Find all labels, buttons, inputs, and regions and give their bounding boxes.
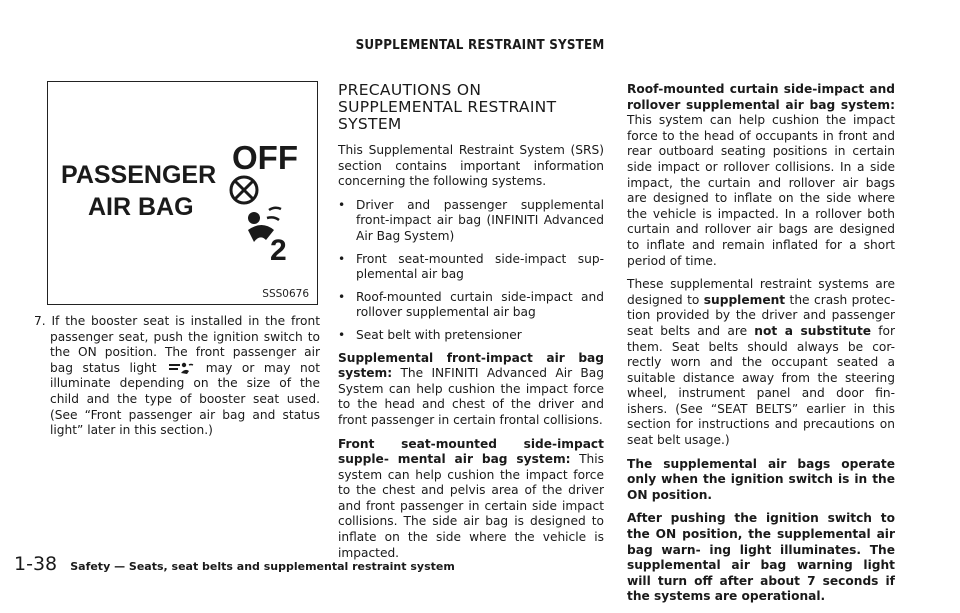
step-7 <box>34 314 320 439</box>
supplement-paragraph <box>627 277 895 449</box>
airbag-off-indicator-icon <box>231 177 281 242</box>
side-impact-paragraph <box>338 437 604 562</box>
systems-list <box>338 198 604 344</box>
passenger-airbag-off-figure <box>47 81 318 305</box>
column-middle <box>338 82 604 569</box>
intro-paragraph: This Supplemental Restraint System (SRS) section contains important information concerning the following systems. <box>338 143 604 189</box>
list-item: • Driver and passenger supplemental front-impact air bag (INFINITI Advanced Air Bag System) <box>338 198 604 245</box>
supplement-text-e: for them. Seat belts should always be cor- rectly worn and the occupant seated a suitable distance away from the steering wheel, instrument panel and door fin- ishers. (See “SEAT BELTS” earlier in this section for instructions and precautions on seat belt usage.) <box>627 323 896 448</box>
figure-code: SSS0676 <box>262 288 309 300</box>
figure-text-passenger: PASSENGER <box>61 161 217 189</box>
list-item: • Front seat-mounted side-impact sup- plemental air bag <box>338 252 604 283</box>
page-header: SUPPLEMENTAL RESTRAINT SYSTEM <box>355 38 605 53</box>
section-heading: PRECAUTIONS ON SUPPLEMENTAL RESTRAINT SYSTEM <box>338 81 557 133</box>
side-impact-label: Front seat-mounted side-impact supple- mental air bag system: <box>338 436 604 467</box>
list-item: • Seat belt with pretensioner <box>338 328 604 344</box>
column-left <box>34 314 320 447</box>
supplement-emphasis: supplement <box>703 292 786 307</box>
ignition-paragraph: The supplemental air bags operate only when the ignition switch is in the ON position. <box>627 456 895 502</box>
not-substitute-emphasis: not a substitute <box>754 323 872 338</box>
figure-icon-number: 2 <box>270 234 287 267</box>
chapter-title: Safety — Seats, seat belts and supplemental restraint system <box>70 560 455 573</box>
figure-text-off: OFF <box>232 139 298 176</box>
step-7-text-b: may or may not illuminate depending on the size of the child and the type of booster seat used. (See “Front passenger air bag and status light” later in this section.) <box>50 360 321 438</box>
front-impact-text: The INFINITI Advanced Air Bag System can help cushion the impact force to the head and chest of the driver and front passenger in certain frontal collisions. <box>338 366 604 427</box>
curtain-airbag-paragraph <box>627 82 895 269</box>
supplement-text-a: These supplemental restraint systems are designed to <box>627 277 895 307</box>
page-footer <box>14 553 455 575</box>
curtain-airbag-text: This system can help cushion the impact force to the head of occupants in front and rear outboard seating positions in certain side impact or rollover collisions. In a side impact, the curtain and rollover air bags are designed to inflate on the side where the vehicle is impacted. In a rollover both curtain and rollover air bags are designed to inflate and remain inflated for a short period of time. <box>627 113 895 268</box>
step-7-text-a: 7. If the booster seat is installed in the front passenger seat, push the ignition switch to the ON position. The front passenger air bag status light <box>34 314 320 375</box>
side-impact-text: This system can help cushion the impact force to the chest and pelvis area of the driver and front passenger in certain side impact collisions. The side air bag is designed to inflate on the side where the vehicle is impacted. <box>338 452 604 560</box>
list-item: • Roof-mounted curtain side-impact and rollover supplemental air bag <box>338 290 604 321</box>
warning-light-paragraph: After pushing the ignition switch to the ON position, the supplemental air bag warn- ing light illuminates. The supplemental air bag warning light will turn off after about 7 seconds if the systems are operational. <box>627 511 895 604</box>
figure-text-airbag: AIR BAG <box>88 193 194 221</box>
airbag-indicator-illustration <box>48 82 316 303</box>
airbag-status-icon <box>168 361 194 375</box>
curtain-airbag-label: Roof-mounted curtain side-impact and rollover supplemental air bag system: <box>627 82 895 112</box>
front-impact-paragraph <box>338 351 604 429</box>
front-impact-label: Supplemental front-impact air bag system: <box>338 350 604 381</box>
column-right <box>627 82 895 613</box>
page-number: 1-38 <box>14 553 58 575</box>
supplement-text-c: the crash protec- tion provided by the driver and passenger seat belts and are <box>627 292 895 338</box>
